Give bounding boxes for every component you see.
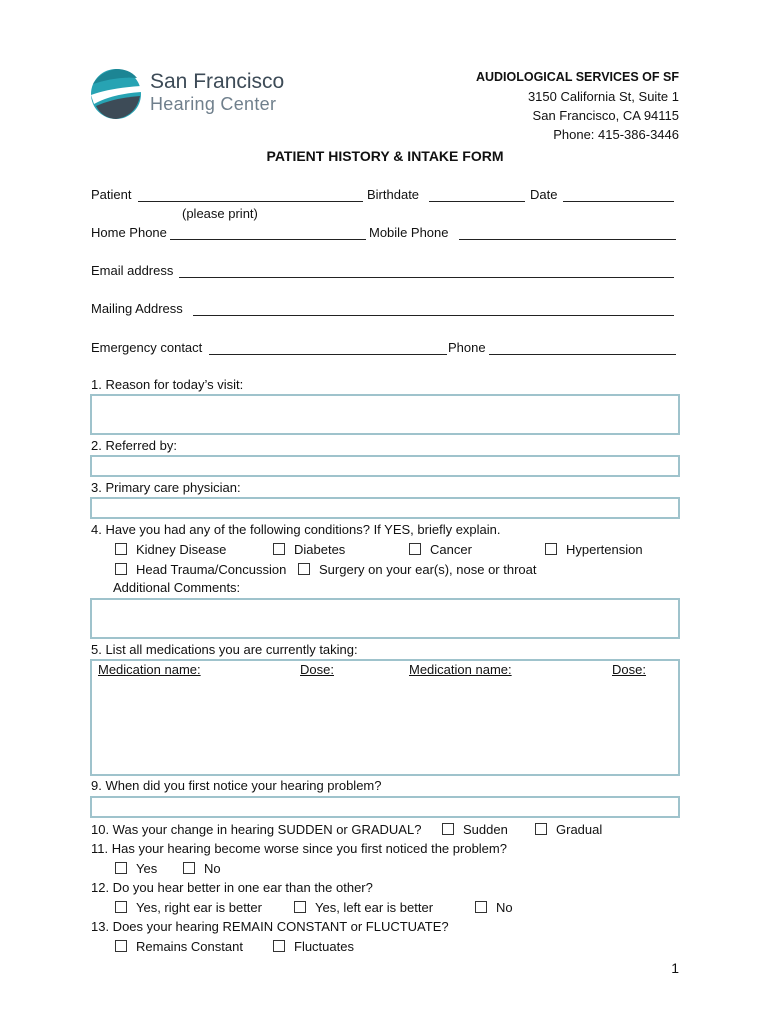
q1-answer-box[interactable]	[90, 394, 680, 435]
q11-option-yes[interactable]: Yes	[115, 861, 157, 876]
q11-option-no[interactable]: No	[183, 861, 221, 876]
checkbox-icon[interactable]	[294, 901, 306, 913]
q10-option-gradual[interactable]: Gradual	[535, 822, 602, 837]
checkbox-icon[interactable]	[273, 940, 285, 952]
org-city: San Francisco, CA 94115	[532, 108, 679, 123]
clinic-logo	[90, 68, 290, 122]
q4-option-hypertension[interactable]: Hypertension	[545, 542, 643, 557]
q12-label: 12. Do you hear better in one ear than the other?	[91, 880, 373, 895]
q3-label: 3. Primary care physician:	[91, 480, 241, 495]
q4-option-cancer[interactable]: Cancer	[409, 542, 472, 557]
form-title: PATIENT HISTORY & INTAKE FORM	[266, 148, 504, 164]
checkbox-icon[interactable]	[409, 543, 421, 555]
home-phone-label: Home Phone	[91, 225, 167, 240]
org-name: AUDIOLOGICAL SERVICES OF SF	[475, 70, 679, 84]
checkbox-icon[interactable]	[442, 823, 454, 835]
please-print-note: (please print)	[182, 206, 258, 221]
checkbox-icon[interactable]	[115, 563, 127, 575]
checkbox-icon[interactable]	[273, 543, 285, 555]
q10-option-sudden[interactable]: Sudden	[442, 822, 508, 837]
q4-comments-box[interactable]	[90, 598, 680, 639]
checkbox-icon[interactable]	[115, 901, 127, 913]
q4-option-diabetes[interactable]: Diabetes	[273, 542, 345, 557]
checkbox-icon[interactable]	[475, 901, 487, 913]
email-label: Email address	[91, 263, 174, 278]
logo-name-line2: Hearing Center	[150, 94, 277, 114]
med-dose-header-1: Dose:	[300, 662, 334, 677]
q9-label: 9. When did you first notice your hearing problem?	[91, 778, 382, 793]
q13-label: 13. Does your hearing REMAIN CONSTANT or FLUCTUATE?	[91, 919, 449, 934]
birthdate-label: Birthdate	[367, 187, 420, 202]
q4-comments-label: Additional Comments:	[113, 580, 241, 595]
mailing-label: Mailing Address	[91, 301, 183, 316]
checkbox-icon[interactable]	[115, 862, 127, 874]
q5-label: 5. List all medications you are currently taking:	[91, 642, 358, 657]
mailing-line[interactable]	[193, 315, 674, 316]
emergency-line[interactable]	[209, 354, 447, 355]
q11-label: 11. Has your hearing become worse since you first noticed the problem?	[91, 841, 507, 856]
checkbox-icon[interactable]	[183, 862, 195, 874]
med-name-header-1: Medication name:	[98, 662, 201, 677]
checkbox-icon[interactable]	[535, 823, 547, 835]
emergency-phone-label: Phone	[448, 340, 486, 355]
emergency-label: Emergency contact	[91, 340, 203, 355]
mobile-phone-line[interactable]	[459, 239, 676, 240]
q9-answer-box[interactable]	[90, 796, 680, 818]
med-name-header-2: Medication name:	[409, 662, 512, 677]
page-number: 1	[671, 960, 679, 976]
q12-option-no[interactable]: No	[475, 900, 513, 915]
checkbox-icon[interactable]	[115, 543, 127, 555]
q13-option-constant[interactable]: Remains Constant	[115, 939, 243, 954]
q3-answer-box[interactable]	[90, 497, 680, 519]
logo-mark-icon	[90, 68, 142, 120]
emergency-phone-line[interactable]	[489, 354, 676, 355]
org-phone: Phone: 415-386-3446	[553, 127, 679, 142]
q1-label: 1. Reason for today’s visit:	[91, 377, 244, 392]
q4-option-surgery[interactable]: Surgery on your ear(s), nose or throat	[298, 562, 537, 577]
checkbox-icon[interactable]	[115, 940, 127, 952]
checkbox-icon[interactable]	[545, 543, 557, 555]
org-street: 3150 California St, Suite 1	[527, 89, 679, 104]
email-line[interactable]	[179, 277, 674, 278]
med-dose-header-2: Dose:	[612, 662, 646, 677]
logo-name-line1: San Francisco	[150, 70, 285, 93]
mobile-phone-label: Mobile Phone	[369, 225, 449, 240]
date-line[interactable]	[563, 201, 674, 202]
patient-line[interactable]	[138, 201, 363, 202]
q12-option-right[interactable]: Yes, right ear is better	[115, 900, 262, 915]
date-label: Date	[530, 187, 558, 202]
checkbox-icon[interactable]	[298, 563, 310, 575]
q12-option-left[interactable]: Yes, left ear is better	[294, 900, 433, 915]
home-phone-line[interactable]	[170, 239, 366, 240]
patient-label: Patient	[91, 187, 132, 202]
q2-answer-box[interactable]	[90, 455, 680, 477]
q4-option-kidney[interactable]: Kidney Disease	[115, 542, 226, 557]
q4-label: 4. Have you had any of the following conditions? If YES, briefly explain.	[91, 522, 501, 537]
q13-option-fluctuates[interactable]: Fluctuates	[273, 939, 354, 954]
q10-label: 10. Was your change in hearing SUDDEN or GRADUAL?	[91, 822, 422, 837]
q2-label: 2. Referred by:	[91, 438, 177, 453]
birthdate-line[interactable]	[429, 201, 525, 202]
q4-option-head-trauma[interactable]: Head Trauma/Concussion	[115, 562, 286, 577]
